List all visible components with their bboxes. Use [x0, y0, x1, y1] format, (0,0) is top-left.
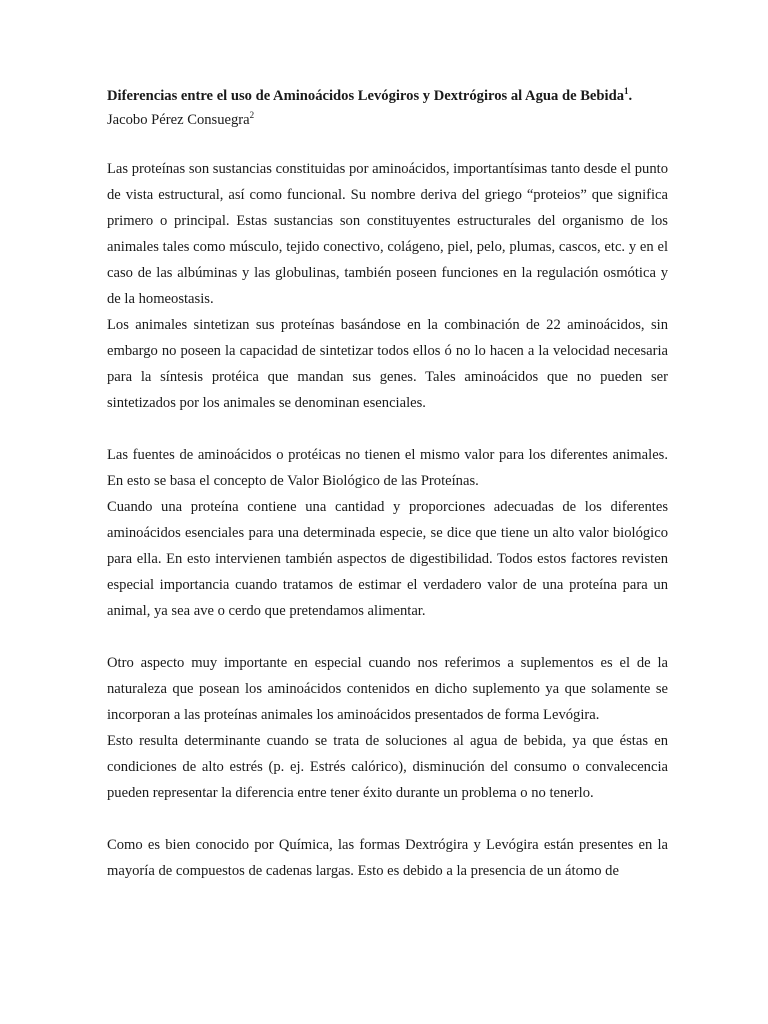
- author-name: Jacobo Pérez Consuegra: [107, 112, 250, 128]
- title-end-punctuation: .: [628, 88, 633, 104]
- paragraph-biological-value: Cuando una proteína contiene una cantidad y proporciones adecuadas de los diferentes aminoácidos esenciales para una determinada especie, se dice que tiene un alto valor biológico para ella. En esto intervienen también aspectos de digestibilidad. Todos estos factores revisten especial importancia cuando tratamos de estimar el verdadero valor de una proteína para un animal, ya sea ave o cerdo que pretendamos alimentar.: [107, 499, 668, 619]
- document-title: [107, 86, 668, 106]
- title-footnote-marker: 1: [624, 86, 629, 97]
- paragraph-protein-sources: Las fuentes de aminoácidos o protéicas no tienen el mismo valor para los diferentes animales. En esto se basa el concepto de Valor Biológico de las Proteínas.: [107, 447, 668, 489]
- title-text: Diferencias entre el uso de Aminoácidos Levógiros y Dextrógiros al Agua de Bebida: [107, 88, 624, 104]
- body-text: [107, 156, 668, 884]
- paragraph-proteins-intro: Las proteínas son sustancias constituidas por aminoácidos, importantísimas tanto desde el punto de vista estructural, así como funcional. Su nombre deriva del griego “proteios” que significa primero o principal. Estas sustancias son constituyentes estructurales del organismo de los animales tales como músculo, tejido conectivo, colágeno, piel, pelo, plumas, cascos, etc. y en el caso de las albúminas y las globulinas, también poseen funciones en la regulación osmótica y de la homeostasis.: [107, 161, 668, 307]
- paragraph-amino-acid-synthesis: Los animales sintetizan sus proteínas basándose en la combinación de 22 aminoácidos, sin embargo no poseen la capacidad de sintetizar todos ellos ó no lo hacen a la velocidad necesaria para la síntesis protéica que mandan sus genes. Tales aminoácidos que no pueden ser sintetizados por los animales se denominan esenciales.: [107, 317, 668, 411]
- paragraph-chemistry: Como es bien conocido por Química, las formas Dextrógira y Levógira están presentes en la mayoría de compuestos de cadenas largas. Esto es debido a la presencia de un átomo de: [107, 837, 668, 879]
- paragraph-supplements: Otro aspecto muy importante en especial cuando nos referimos a suplementos es el de la naturaleza que posean los aminoácidos contenidos en dicho suplemento ya que solamente se incorporan a las proteínas animales los aminoácidos presentados de forma Levógira.: [107, 655, 668, 723]
- paragraph-drinking-water: Esto resulta determinante cuando se trata de soluciones al agua de bebida, ya que éstas en condiciones de alto estrés (p. ej. Estrés calórico), disminución del consumo o convalecencia pueden representar la diferencia entre tener éxito durante un problema o no tenerlo.: [107, 733, 668, 801]
- author-line: [107, 110, 668, 130]
- author-footnote-marker: 2: [249, 110, 255, 121]
